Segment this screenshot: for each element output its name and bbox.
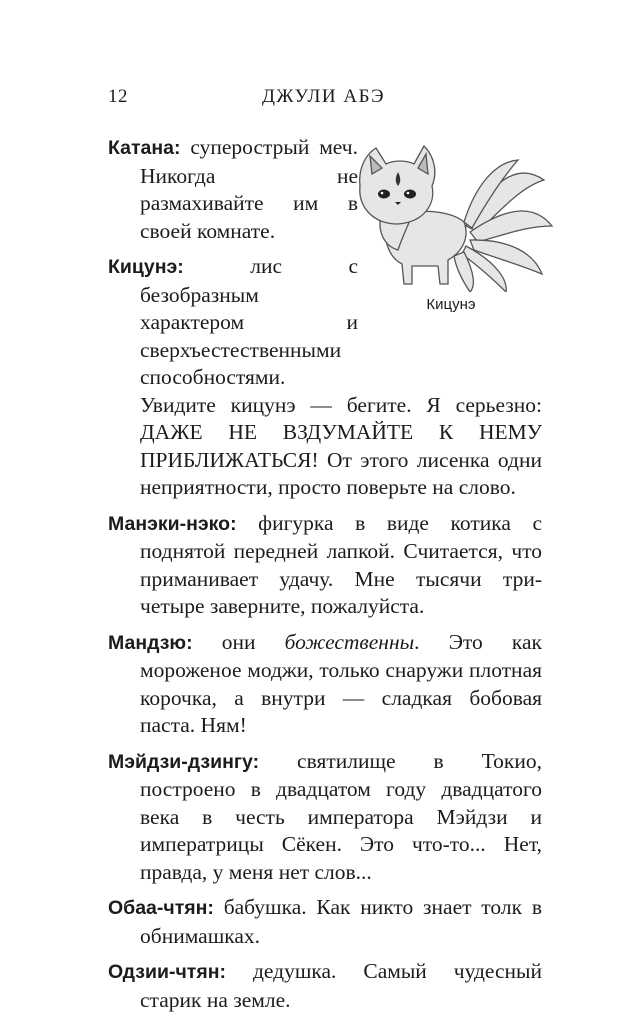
entry-term: Кицунэ: [108, 256, 184, 278]
glossary-entry [108, 134, 358, 245]
entry-term: Мэйдзи-дзингу: [108, 750, 260, 773]
page-number: 12 [108, 86, 128, 107]
entry-text: фигурка в виде котика с поднятой передней лапкой. Считается, что приманивает удачу. Мне тысячи три-четыре заверните, пожалуйста. [140, 510, 542, 618]
glossary-entry [108, 629, 542, 740]
entry-term: Катана: [108, 137, 181, 159]
entry-text: Увидите кицунэ — бегите. Я серьезно: ДАЖЕ НЕ ВЗДУМАЙТЕ К НЕМУ ПРИБЛИЖАТЬСЯ! От этого лисенка одни неприятности, просто поверьте на слово. [140, 392, 542, 499]
glossary-entry [108, 958, 542, 1014]
entry-text: бабушка. Как никто знает толк в обнимашках. [140, 895, 542, 948]
entry-term: Одзии-чтян: [108, 961, 226, 983]
entry-term: Мандзю: [108, 631, 193, 654]
glossary-entry [108, 894, 542, 950]
entry-text: суперострый меч. Никогда не размахивайте им в своей комнате. [140, 135, 358, 243]
page-header [108, 86, 539, 116]
entry-text: . Это как мороженое моджи, только снаружи плотная корочка, а внутри — сладкая бобовая паста. Ням! [140, 629, 542, 737]
glossary-entry [108, 510, 542, 621]
entry-text: лис с безобразным характером и сверхъестественными способностями. [140, 254, 358, 389]
running-head: ДЖУЛИ АБЭ [261, 86, 386, 107]
entry-text: они [192, 629, 285, 654]
glossary-entry [108, 253, 542, 502]
entry-text: дедушка. Самый чудесный старик на земле. [140, 959, 542, 1012]
figure-caption: Кицунэ [426, 296, 476, 313]
entry-term: Манэки-нэко: [108, 512, 237, 535]
entry-term: Обаа-чтян: [108, 897, 214, 919]
entry-emphasis: божественны [284, 629, 415, 654]
glossary-content [108, 134, 542, 1022]
entry-text: святилище в Токио, построено в двадцатом году двадцатого века в честь императора Мэйдзи и императрицы Сёкен. Это что-то... Нет, правда, у меня нет слов... [140, 748, 542, 884]
glossary-entry [108, 748, 542, 887]
